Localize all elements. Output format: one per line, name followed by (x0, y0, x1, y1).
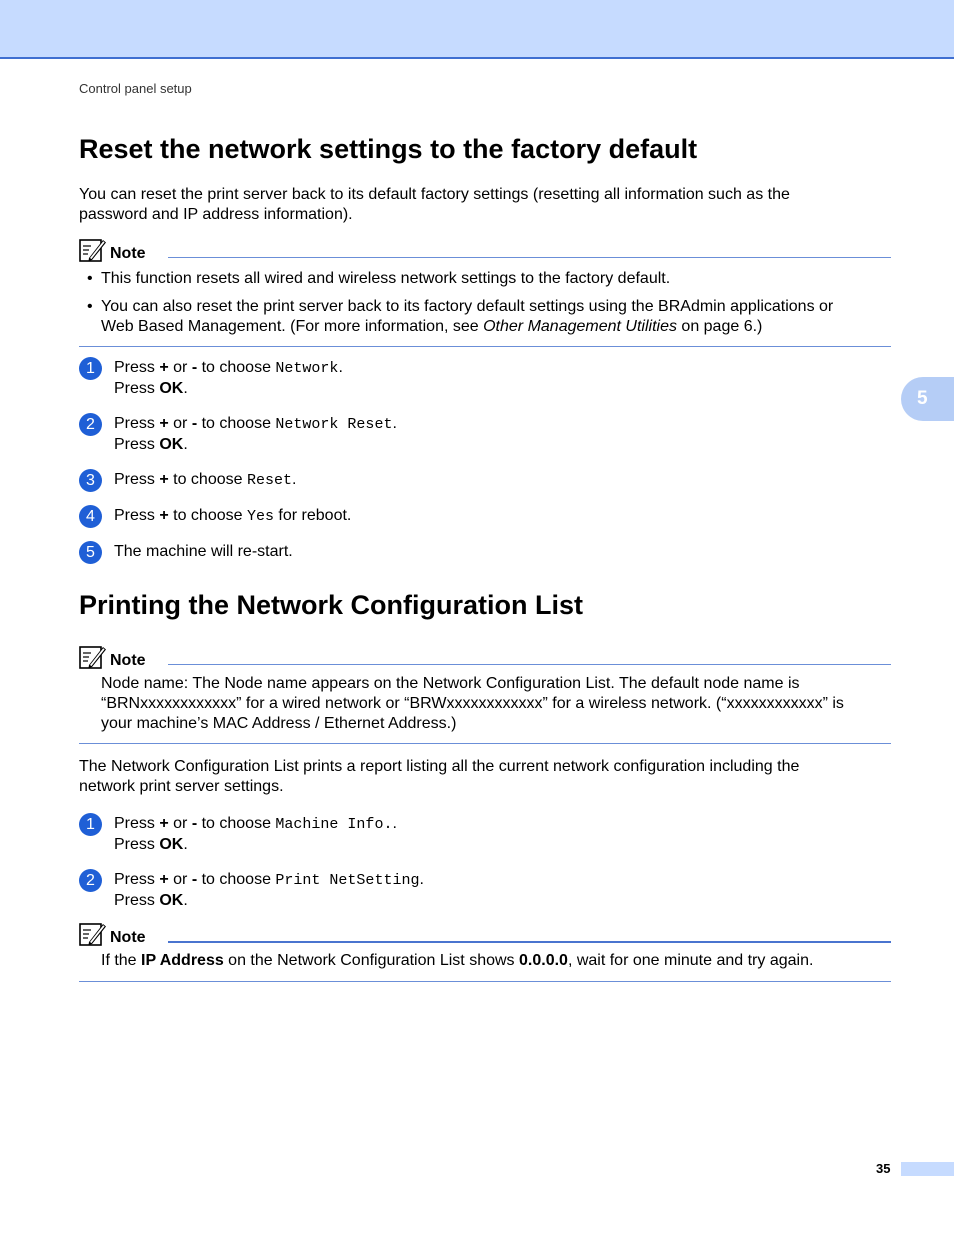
step-number-icon: 2 (79, 869, 102, 892)
step-number-icon: 3 (79, 469, 102, 492)
step-number-icon: 5 (79, 541, 102, 564)
header-band (0, 0, 954, 59)
page-number: 35 (876, 1161, 891, 1176)
note-label: Note (110, 652, 146, 669)
note-rule (168, 941, 891, 943)
note-end-rule (79, 981, 891, 982)
note-ip-address: Note If the IP Address on the Network Configuration List shows 0.0.0.0, wait for one minute and try again. (79, 921, 891, 982)
section-title-printing: Printing the Network Configuration List (79, 590, 583, 620)
reset-intro: You can reset the print server back to its default factory settings (resetting all information such as the password and IP address information). (79, 186, 790, 223)
chapter-tab[interactable]: 5 (901, 377, 954, 421)
footer-bar (901, 1162, 954, 1176)
step-number-icon: 2 (79, 413, 102, 436)
running-head: Control panel setup (79, 81, 192, 96)
note-label: Note (110, 929, 146, 946)
note-bullet: • This function resets all wired and wireless network settings to the factory default. (87, 270, 671, 287)
step-number-icon: 1 (79, 357, 102, 380)
config-list-description: The Network Configuration List prints a report listing all the current network configuration including the network print server settings. (79, 758, 800, 795)
note-pencil-icon (79, 644, 107, 670)
step-number-icon: 1 (79, 813, 102, 836)
section-title-reset: Reset the network settings to the factory default (79, 134, 698, 164)
note-end-rule (79, 346, 891, 347)
note-pencil-icon (79, 921, 107, 947)
note-rule (168, 664, 891, 665)
step-number-icon: 4 (79, 505, 102, 528)
note-bullet: • You can also reset the print server back to its factory default settings using the BRAdmin applications or Web Based Management. (For more information, see Other Management Utilities on page 6.) (87, 298, 834, 335)
note-node-name: Note Node name: The Node name appears on the Network Configuration List. The default node name is “BRNxxxxxxxxxxxx” for a wired network or “BRWxxxxxxxxxxxx” for a wireless network. (“xxxxxxxxxxxx” is your machine’s MAC Address / Ethernet Address.) (79, 644, 891, 744)
note-end-rule (79, 743, 891, 744)
note-rule (168, 257, 891, 258)
note-reset (79, 237, 891, 347)
note-label: Note (110, 245, 146, 262)
note-pencil-icon (79, 237, 107, 263)
